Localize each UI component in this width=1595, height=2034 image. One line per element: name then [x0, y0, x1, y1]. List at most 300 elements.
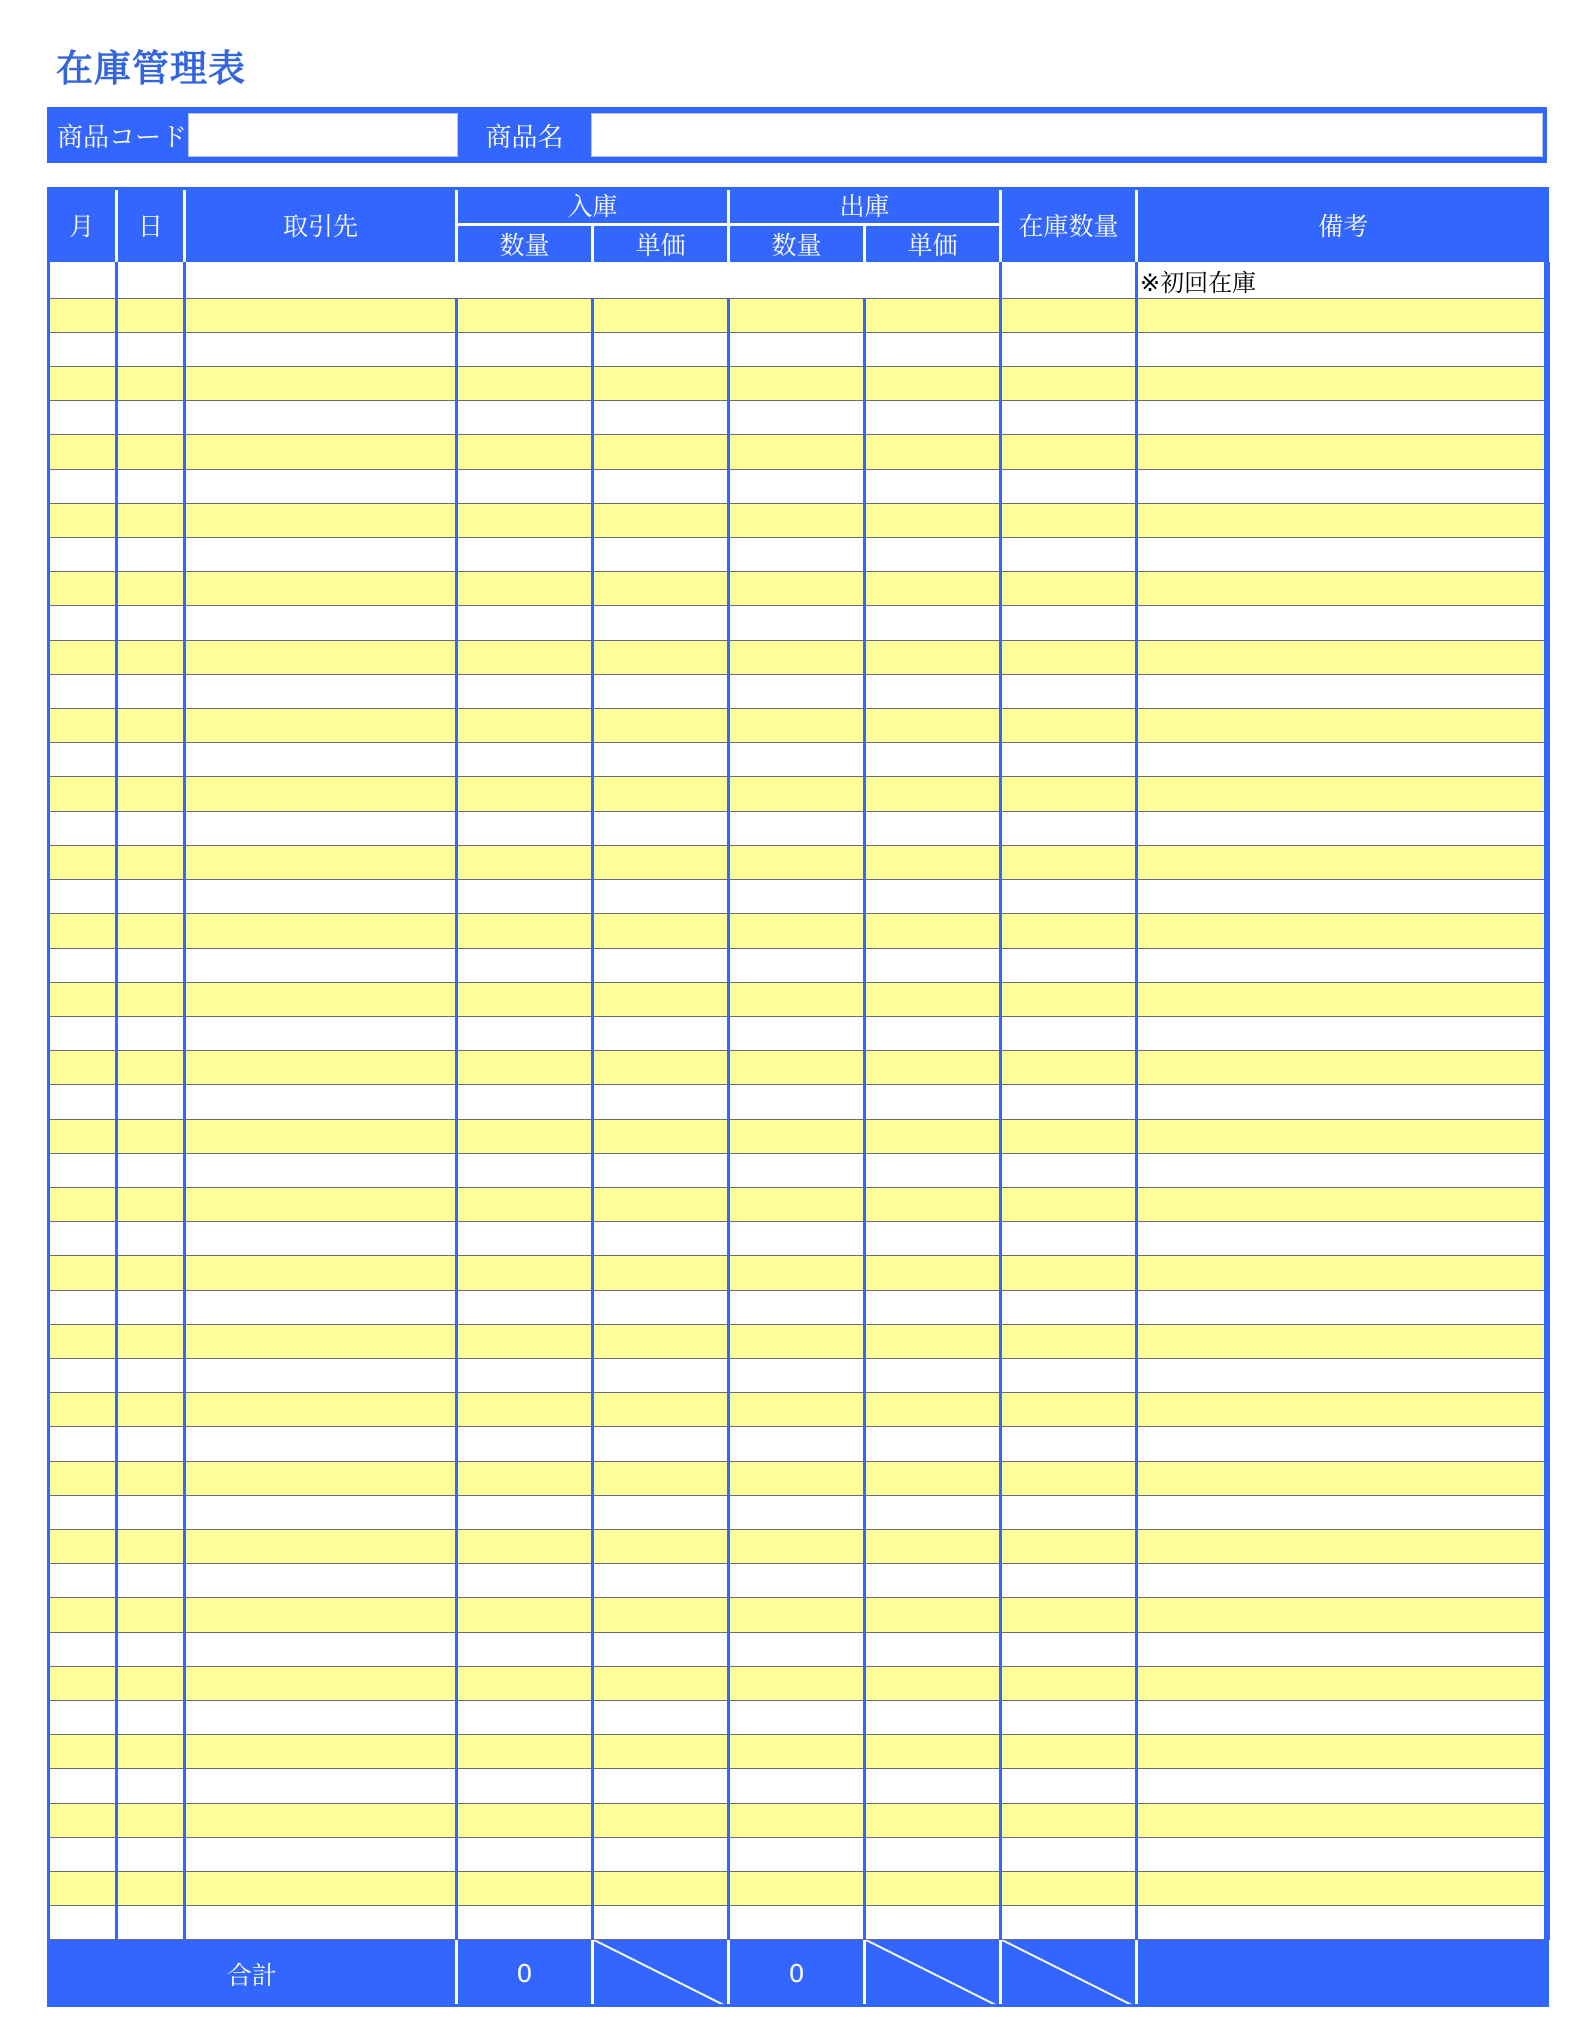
cell-partner[interactable] — [185, 1290, 457, 1324]
cell-out-price[interactable] — [865, 1256, 1001, 1290]
cell-stock[interactable] — [1001, 503, 1137, 537]
cell-partner[interactable] — [185, 1495, 457, 1529]
cell-day[interactable] — [117, 1187, 185, 1221]
cell-in-price[interactable] — [593, 1222, 729, 1256]
cell-partner[interactable] — [185, 1016, 457, 1050]
cell-stock[interactable] — [1001, 709, 1137, 743]
cell-out-qty[interactable] — [729, 1495, 865, 1529]
cell-out-qty[interactable] — [729, 1187, 865, 1221]
cell-day[interactable] — [117, 1393, 185, 1427]
cell-month[interactable] — [49, 262, 117, 298]
cell-note[interactable] — [1137, 1290, 1549, 1324]
cell-month[interactable] — [49, 1153, 117, 1187]
cell-note[interactable] — [1137, 914, 1549, 948]
cell-day[interactable] — [117, 1735, 185, 1769]
cell-in-qty[interactable] — [457, 1871, 593, 1905]
cell-in-qty[interactable] — [457, 674, 593, 708]
cell-day[interactable] — [117, 1564, 185, 1598]
cell-stock[interactable] — [1001, 1871, 1137, 1905]
cell-day[interactable] — [117, 572, 185, 606]
cell-stock[interactable] — [1001, 401, 1137, 435]
cell-in-qty[interactable] — [457, 1700, 593, 1734]
cell-out-qty[interactable] — [729, 982, 865, 1016]
cell-in-qty[interactable] — [457, 1016, 593, 1050]
cell-partner[interactable] — [185, 367, 457, 401]
cell-stock[interactable] — [1001, 1632, 1137, 1666]
cell-day[interactable] — [117, 845, 185, 879]
cell-month[interactable] — [49, 1256, 117, 1290]
cell-stock[interactable] — [1001, 1187, 1137, 1221]
cell-note[interactable] — [1137, 1769, 1549, 1803]
cell-note[interactable] — [1137, 948, 1549, 982]
cell-in-qty[interactable] — [457, 332, 593, 366]
cell-note[interactable] — [1137, 503, 1549, 537]
cell-partner[interactable] — [185, 1632, 457, 1666]
cell-day[interactable] — [117, 1495, 185, 1529]
cell-in-qty[interactable] — [457, 606, 593, 640]
cell-out-qty[interactable] — [729, 1119, 865, 1153]
cell-partner[interactable] — [185, 572, 457, 606]
cell-month[interactable] — [49, 1837, 117, 1871]
cell-in-price[interactable] — [593, 367, 729, 401]
cell-note[interactable] — [1137, 367, 1549, 401]
cell-note[interactable] — [1137, 401, 1549, 435]
cell-in-price[interactable] — [593, 1358, 729, 1392]
cell-stock[interactable] — [1001, 777, 1137, 811]
cell-partner[interactable] — [185, 1393, 457, 1427]
cell-stock[interactable] — [1001, 1803, 1137, 1837]
cell-in-price[interactable] — [593, 1598, 729, 1632]
cell-day[interactable] — [117, 1906, 185, 1940]
cell-in-qty[interactable] — [457, 1564, 593, 1598]
cell-in-price[interactable] — [593, 1290, 729, 1324]
cell-out-price[interactable] — [865, 674, 1001, 708]
cell-month[interactable] — [49, 1222, 117, 1256]
cell-out-qty[interactable] — [729, 845, 865, 879]
cell-stock[interactable] — [1001, 572, 1137, 606]
cell-out-price[interactable] — [865, 572, 1001, 606]
cell-note[interactable] — [1137, 880, 1549, 914]
cell-out-price[interactable] — [865, 1564, 1001, 1598]
cell-note[interactable] — [1137, 1256, 1549, 1290]
cell-day[interactable] — [117, 1256, 185, 1290]
cell-day[interactable] — [117, 1461, 185, 1495]
cell-partner[interactable] — [185, 1324, 457, 1358]
cell-note[interactable] — [1137, 606, 1549, 640]
cell-partner[interactable] — [185, 743, 457, 777]
cell-day[interactable] — [117, 401, 185, 435]
cell-day[interactable] — [117, 503, 185, 537]
cell-out-qty[interactable] — [729, 503, 865, 537]
cell-month[interactable] — [49, 367, 117, 401]
cell-note[interactable] — [1137, 538, 1549, 572]
cell-stock[interactable] — [1001, 1495, 1137, 1529]
cell-month[interactable] — [49, 435, 117, 469]
cell-in-price[interactable] — [593, 845, 729, 879]
cell-day[interactable] — [117, 1700, 185, 1734]
cell-month[interactable] — [49, 469, 117, 503]
cell-out-price[interactable] — [865, 1871, 1001, 1905]
cell-out-qty[interactable] — [729, 1700, 865, 1734]
cell-partner[interactable] — [185, 1769, 457, 1803]
cell-in-qty[interactable] — [457, 572, 593, 606]
cell-out-qty[interactable] — [729, 1632, 865, 1666]
cell-out-qty[interactable] — [729, 401, 865, 435]
cell-partner[interactable] — [185, 1700, 457, 1734]
cell-note[interactable] — [1137, 674, 1549, 708]
cell-day[interactable] — [117, 1051, 185, 1085]
cell-out-price[interactable] — [865, 435, 1001, 469]
cell-partner[interactable] — [185, 606, 457, 640]
cell-in-qty[interactable] — [457, 1290, 593, 1324]
cell-in-qty[interactable] — [457, 1051, 593, 1085]
cell-out-qty[interactable] — [729, 1837, 865, 1871]
cell-in-qty[interactable] — [457, 1358, 593, 1392]
cell-out-price[interactable] — [865, 469, 1001, 503]
cell-in-price[interactable] — [593, 1564, 729, 1598]
cell-note[interactable]: ※初回在庫 — [1137, 262, 1549, 298]
cell-out-qty[interactable] — [729, 1803, 865, 1837]
cell-in-qty[interactable] — [457, 1803, 593, 1837]
cell-stock[interactable] — [1001, 262, 1137, 298]
cell-out-qty[interactable] — [729, 1393, 865, 1427]
cell-day[interactable] — [117, 1632, 185, 1666]
cell-day[interactable] — [117, 1222, 185, 1256]
cell-out-price[interactable] — [865, 811, 1001, 845]
cell-partner[interactable] — [185, 435, 457, 469]
cell-month[interactable] — [49, 982, 117, 1016]
cell-note[interactable] — [1137, 743, 1549, 777]
cell-in-price[interactable] — [593, 1632, 729, 1666]
cell-in-price[interactable] — [593, 640, 729, 674]
cell-stock[interactable] — [1001, 435, 1137, 469]
cell-note[interactable] — [1137, 1529, 1549, 1563]
cell-day[interactable] — [117, 1290, 185, 1324]
cell-out-qty[interactable] — [729, 1529, 865, 1563]
cell-out-qty[interactable] — [729, 1085, 865, 1119]
cell-note[interactable] — [1137, 1803, 1549, 1837]
cell-day[interactable] — [117, 1324, 185, 1358]
cell-stock[interactable] — [1001, 538, 1137, 572]
cell-month[interactable] — [49, 1358, 117, 1392]
cell-partner[interactable] — [185, 401, 457, 435]
cell-in-qty[interactable] — [457, 1427, 593, 1461]
cell-out-qty[interactable] — [729, 1051, 865, 1085]
cell-day[interactable] — [117, 914, 185, 948]
cell-stock[interactable] — [1001, 948, 1137, 982]
cell-out-price[interactable] — [865, 1700, 1001, 1734]
cell-out-price[interactable] — [865, 948, 1001, 982]
cell-in-price[interactable] — [593, 1256, 729, 1290]
cell-out-qty[interactable] — [729, 298, 865, 332]
cell-stock[interactable] — [1001, 1153, 1137, 1187]
cell-day[interactable] — [117, 709, 185, 743]
cell-day[interactable] — [117, 262, 185, 298]
cell-in-qty[interactable] — [457, 1906, 593, 1940]
cell-month[interactable] — [49, 1598, 117, 1632]
cell-note[interactable] — [1137, 845, 1549, 879]
cell-out-qty[interactable] — [729, 1871, 865, 1905]
cell-day[interactable] — [117, 1666, 185, 1700]
cell-in-price[interactable] — [593, 1529, 729, 1563]
cell-in-qty[interactable] — [457, 811, 593, 845]
cell-in-qty[interactable] — [457, 1085, 593, 1119]
cell-in-qty[interactable] — [457, 743, 593, 777]
cell-partner[interactable] — [185, 1666, 457, 1700]
cell-stock[interactable] — [1001, 1598, 1137, 1632]
cell-partner[interactable] — [185, 538, 457, 572]
cell-out-price[interactable] — [865, 1393, 1001, 1427]
cell-day[interactable] — [117, 435, 185, 469]
cell-note[interactable] — [1137, 1187, 1549, 1221]
cell-day[interactable] — [117, 1153, 185, 1187]
cell-out-qty[interactable] — [729, 538, 865, 572]
cell-stock[interactable] — [1001, 469, 1137, 503]
cell-partner[interactable] — [185, 982, 457, 1016]
cell-out-qty[interactable] — [729, 332, 865, 366]
cell-day[interactable] — [117, 1837, 185, 1871]
cell-day[interactable] — [117, 640, 185, 674]
cell-in-qty[interactable] — [457, 367, 593, 401]
cell-in-price[interactable] — [593, 811, 729, 845]
cell-out-qty[interactable] — [729, 1564, 865, 1598]
cell-out-qty[interactable] — [729, 435, 865, 469]
cell-out-qty[interactable] — [729, 640, 865, 674]
cell-day[interactable] — [117, 1871, 185, 1905]
cell-in-qty[interactable] — [457, 948, 593, 982]
cell-note[interactable] — [1137, 1598, 1549, 1632]
cell-month[interactable] — [49, 1495, 117, 1529]
cell-month[interactable] — [49, 1016, 117, 1050]
cell-partner-span[interactable] — [185, 262, 1001, 298]
cell-in-qty[interactable] — [457, 1837, 593, 1871]
cell-in-qty[interactable] — [457, 982, 593, 1016]
cell-partner[interactable] — [185, 674, 457, 708]
cell-out-price[interactable] — [865, 367, 1001, 401]
cell-stock[interactable] — [1001, 640, 1137, 674]
cell-in-price[interactable] — [593, 1769, 729, 1803]
cell-month[interactable] — [49, 1769, 117, 1803]
cell-in-price[interactable] — [593, 1016, 729, 1050]
cell-note[interactable] — [1137, 1871, 1549, 1905]
cell-out-price[interactable] — [865, 709, 1001, 743]
cell-note[interactable] — [1137, 1222, 1549, 1256]
cell-in-qty[interactable] — [457, 914, 593, 948]
cell-in-price[interactable] — [593, 1324, 729, 1358]
cell-in-qty[interactable] — [457, 1598, 593, 1632]
cell-note[interactable] — [1137, 1153, 1549, 1187]
cell-partner[interactable] — [185, 880, 457, 914]
cell-out-price[interactable] — [865, 298, 1001, 332]
cell-in-price[interactable] — [593, 1393, 729, 1427]
cell-out-price[interactable] — [865, 606, 1001, 640]
cell-month[interactable] — [49, 1666, 117, 1700]
cell-out-qty[interactable] — [729, 1153, 865, 1187]
cell-stock[interactable] — [1001, 1290, 1137, 1324]
cell-out-price[interactable] — [865, 1632, 1001, 1666]
cell-month[interactable] — [49, 880, 117, 914]
cell-out-price[interactable] — [865, 1598, 1001, 1632]
cell-in-qty[interactable] — [457, 1324, 593, 1358]
cell-in-price[interactable] — [593, 1085, 729, 1119]
cell-out-qty[interactable] — [729, 914, 865, 948]
cell-month[interactable] — [49, 606, 117, 640]
cell-out-qty[interactable] — [729, 1906, 865, 1940]
cell-in-price[interactable] — [593, 1700, 729, 1734]
cell-in-price[interactable] — [593, 572, 729, 606]
cell-out-qty[interactable] — [729, 1769, 865, 1803]
cell-day[interactable] — [117, 1085, 185, 1119]
cell-in-price[interactable] — [593, 1666, 729, 1700]
cell-in-price[interactable] — [593, 1461, 729, 1495]
cell-day[interactable] — [117, 1427, 185, 1461]
cell-partner[interactable] — [185, 1051, 457, 1085]
cell-stock[interactable] — [1001, 914, 1137, 948]
cell-out-qty[interactable] — [729, 709, 865, 743]
cell-in-price[interactable] — [593, 1427, 729, 1461]
cell-out-price[interactable] — [865, 1222, 1001, 1256]
cell-in-qty[interactable] — [457, 880, 593, 914]
cell-out-qty[interactable] — [729, 743, 865, 777]
cell-out-qty[interactable] — [729, 880, 865, 914]
cell-partner[interactable] — [185, 1529, 457, 1563]
cell-in-qty[interactable] — [457, 1529, 593, 1563]
cell-partner[interactable] — [185, 914, 457, 948]
cell-note[interactable] — [1137, 572, 1549, 606]
cell-stock[interactable] — [1001, 1906, 1137, 1940]
cell-partner[interactable] — [185, 1187, 457, 1221]
cell-in-qty[interactable] — [457, 1119, 593, 1153]
cell-stock[interactable] — [1001, 1666, 1137, 1700]
cell-out-qty[interactable] — [729, 367, 865, 401]
cell-month[interactable] — [49, 538, 117, 572]
cell-month[interactable] — [49, 1906, 117, 1940]
cell-out-qty[interactable] — [729, 811, 865, 845]
cell-stock[interactable] — [1001, 880, 1137, 914]
product-code-field[interactable] — [188, 113, 458, 157]
cell-out-price[interactable] — [865, 1358, 1001, 1392]
cell-stock[interactable] — [1001, 1837, 1137, 1871]
cell-out-qty[interactable] — [729, 1461, 865, 1495]
cell-stock[interactable] — [1001, 1529, 1137, 1563]
cell-note[interactable] — [1137, 640, 1549, 674]
cell-stock[interactable] — [1001, 1393, 1137, 1427]
cell-in-price[interactable] — [593, 435, 729, 469]
cell-out-price[interactable] — [865, 640, 1001, 674]
cell-in-qty[interactable] — [457, 538, 593, 572]
cell-out-price[interactable] — [865, 1290, 1001, 1324]
cell-note[interactable] — [1137, 1632, 1549, 1666]
cell-month[interactable] — [49, 1529, 117, 1563]
cell-out-price[interactable] — [865, 1085, 1001, 1119]
cell-note[interactable] — [1137, 1735, 1549, 1769]
cell-out-price[interactable] — [865, 332, 1001, 366]
cell-day[interactable] — [117, 1119, 185, 1153]
cell-out-price[interactable] — [865, 1153, 1001, 1187]
cell-month[interactable] — [49, 1735, 117, 1769]
cell-stock[interactable] — [1001, 1016, 1137, 1050]
cell-out-qty[interactable] — [729, 674, 865, 708]
cell-day[interactable] — [117, 1529, 185, 1563]
cell-note[interactable] — [1137, 1564, 1549, 1598]
cell-stock[interactable] — [1001, 1700, 1137, 1734]
cell-in-qty[interactable] — [457, 1666, 593, 1700]
cell-month[interactable] — [49, 1700, 117, 1734]
cell-partner[interactable] — [185, 1564, 457, 1598]
cell-out-price[interactable] — [865, 1735, 1001, 1769]
cell-note[interactable] — [1137, 1461, 1549, 1495]
cell-in-qty[interactable] — [457, 1222, 593, 1256]
cell-out-price[interactable] — [865, 1461, 1001, 1495]
cell-out-price[interactable] — [865, 777, 1001, 811]
cell-out-price[interactable] — [865, 1016, 1001, 1050]
cell-partner[interactable] — [185, 298, 457, 332]
cell-out-price[interactable] — [865, 503, 1001, 537]
cell-partner[interactable] — [185, 1906, 457, 1940]
cell-out-price[interactable] — [865, 1769, 1001, 1803]
cell-in-qty[interactable] — [457, 435, 593, 469]
cell-in-price[interactable] — [593, 1187, 729, 1221]
cell-partner[interactable] — [185, 1153, 457, 1187]
cell-day[interactable] — [117, 811, 185, 845]
cell-partner[interactable] — [185, 1735, 457, 1769]
cell-day[interactable] — [117, 298, 185, 332]
cell-month[interactable] — [49, 1324, 117, 1358]
cell-in-qty[interactable] — [457, 1735, 593, 1769]
cell-out-price[interactable] — [865, 1051, 1001, 1085]
cell-partner[interactable] — [185, 1803, 457, 1837]
cell-note[interactable] — [1137, 469, 1549, 503]
cell-month[interactable] — [49, 401, 117, 435]
cell-stock[interactable] — [1001, 1358, 1137, 1392]
cell-in-price[interactable] — [593, 401, 729, 435]
cell-partner[interactable] — [185, 1598, 457, 1632]
cell-in-price[interactable] — [593, 469, 729, 503]
cell-in-price[interactable] — [593, 1495, 729, 1529]
cell-in-qty[interactable] — [457, 845, 593, 879]
cell-note[interactable] — [1137, 1324, 1549, 1358]
cell-out-qty[interactable] — [729, 572, 865, 606]
cell-note[interactable] — [1137, 1358, 1549, 1392]
cell-in-price[interactable] — [593, 948, 729, 982]
cell-day[interactable] — [117, 674, 185, 708]
cell-note[interactable] — [1137, 982, 1549, 1016]
cell-in-qty[interactable] — [457, 469, 593, 503]
cell-month[interactable] — [49, 1051, 117, 1085]
cell-out-price[interactable] — [865, 845, 1001, 879]
cell-day[interactable] — [117, 1803, 185, 1837]
cell-in-price[interactable] — [593, 606, 729, 640]
cell-stock[interactable] — [1001, 1085, 1137, 1119]
cell-out-price[interactable] — [865, 1495, 1001, 1529]
cell-partner[interactable] — [185, 640, 457, 674]
cell-stock[interactable] — [1001, 1119, 1137, 1153]
cell-month[interactable] — [49, 948, 117, 982]
cell-in-qty[interactable] — [457, 777, 593, 811]
cell-in-qty[interactable] — [457, 503, 593, 537]
cell-in-price[interactable] — [593, 777, 729, 811]
cell-out-qty[interactable] — [729, 777, 865, 811]
cell-out-price[interactable] — [865, 1324, 1001, 1358]
cell-partner[interactable] — [185, 469, 457, 503]
cell-partner[interactable] — [185, 845, 457, 879]
cell-out-qty[interactable] — [729, 1666, 865, 1700]
cell-day[interactable] — [117, 777, 185, 811]
cell-partner[interactable] — [185, 948, 457, 982]
cell-note[interactable] — [1137, 1427, 1549, 1461]
cell-out-qty[interactable] — [729, 1290, 865, 1324]
cell-out-price[interactable] — [865, 1427, 1001, 1461]
